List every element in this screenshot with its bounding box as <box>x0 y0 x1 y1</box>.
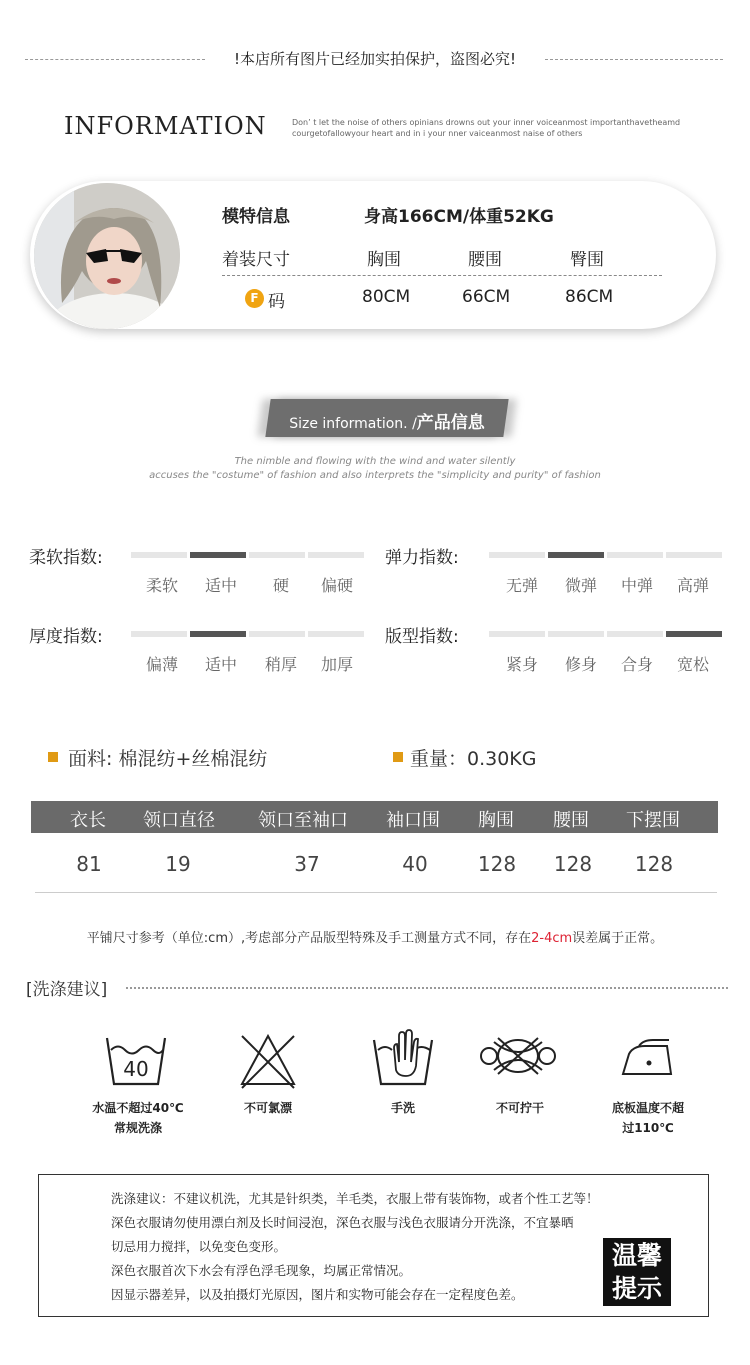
wash-title-divider <box>126 987 728 989</box>
note-text: 平铺尺寸参考（单位:cm）,考虑部分产品版型特殊及手工测量方式不同，存在 <box>86 931 532 946</box>
elastic-scale-segment <box>489 552 545 558</box>
model-height-weight: 身高166CM/体重52KG <box>364 207 554 227</box>
wash-label-line: 过110℃ <box>622 1121 674 1135</box>
wash-label-line: 常规洗涤 <box>113 1121 162 1135</box>
table-header-cell: 领口直径 <box>143 810 215 831</box>
elastic-scale-segment <box>548 552 604 558</box>
no-wring-icon <box>480 1034 556 1078</box>
banner-en: Size information. / <box>289 416 417 432</box>
warm-tips-badge <box>603 1238 671 1306</box>
elastic-option: 微弹 <box>564 576 597 595</box>
table-header-cell: 下摆围 <box>626 810 680 831</box>
table-value-cell: 37 <box>294 852 320 876</box>
banner-quote-line-2: accuses the "costume" of fashion and also interprets the "simplicity and purity" of fashion <box>149 470 601 481</box>
model-portrait-icon <box>34 183 180 329</box>
wash-label-line: 不可氯漂 <box>243 1101 292 1115</box>
thickness-scale-segment <box>249 631 305 637</box>
thickness-option: 适中 <box>204 655 237 674</box>
thickness-scale-segment <box>308 631 364 637</box>
soft-option: 偏硬 <box>320 576 353 595</box>
model-avatar <box>34 183 180 329</box>
soft-option: 硬 <box>272 576 289 595</box>
fabric-bullet <box>48 752 58 762</box>
thickness-option: 稍厚 <box>264 655 297 674</box>
table-header-cell: 胸围 <box>478 810 514 831</box>
table-value-cell: 128 <box>634 852 674 876</box>
banner-zh: 产品信息 <box>416 413 485 433</box>
fabric-text: 面料: 棉混纺+丝棉混纺 <box>68 748 268 770</box>
table-header-cell: 衣长 <box>70 810 106 831</box>
info-quote-line: Don’ t let the noise of others opinians drowns out your inner voiceanmost importanthavetheamd <box>292 118 681 127</box>
wash-label <box>68 1098 208 1138</box>
elasticity-index-label: 弹力指数: <box>385 548 459 568</box>
thickness-option: 偏薄 <box>145 655 178 674</box>
elastic-option: 高弹 <box>676 576 709 595</box>
wash-label-line: 水温不超过40℃ <box>92 1101 184 1115</box>
elastic-scale-segment <box>666 552 722 558</box>
table-header-cell: 袖口围 <box>386 810 440 831</box>
soft-scale-segment <box>308 552 364 558</box>
care-tip-line: 深色衣服请勿使用漂白剂及长时间浸泡，深色衣服与浅色衣服请分开洗涤，不宜暴晒 <box>111 1215 574 1230</box>
size-label: 着装尺寸 <box>222 250 290 270</box>
table-value-cell: 40 <box>402 852 428 876</box>
hip-value: 86CM <box>565 287 614 307</box>
soft-option: 柔软 <box>145 576 178 595</box>
table-header-cell: 腰围 <box>553 810 589 831</box>
wash-label <box>450 1098 590 1118</box>
measurement-note <box>0 927 750 946</box>
size-info-banner-text <box>262 408 512 433</box>
wash-40-icon <box>105 1032 167 1090</box>
fit-scale-segment <box>489 631 545 637</box>
care-tip-line: 因显示器差异，以及拍摄灯光原因，图片和实物可能会存在一定程度色差。 <box>111 1287 524 1302</box>
fit-scale-segment <box>607 631 663 637</box>
info-quote <box>292 117 712 139</box>
elastic-option: 无弹 <box>505 576 538 595</box>
wash-label-line: 不可拧干 <box>495 1101 544 1115</box>
bust-header: 胸围 <box>367 250 401 270</box>
soft-scale-segment <box>190 552 246 558</box>
hip-header: 臀围 <box>570 250 604 270</box>
size-suffix: 码 <box>268 292 285 312</box>
wash-label <box>198 1098 338 1118</box>
weight-bullet <box>393 752 403 762</box>
wash-label-line: 底板温度不超 <box>611 1101 684 1115</box>
table-bottom-line <box>35 892 717 893</box>
no-bleach-icon <box>238 1032 298 1090</box>
care-tip-line: 切忌用力搅拌，以免变色变形。 <box>111 1239 287 1254</box>
model-info-label: 模特信息 <box>222 207 290 227</box>
note-text-end: 误差属于正常。 <box>572 931 664 946</box>
waist-value: 66CM <box>462 287 511 307</box>
warm-tips-badge-line-2: 提示 <box>611 1274 662 1303</box>
warm-tips-badge-line-1: 温馨 <box>611 1241 662 1270</box>
fit-option: 修身 <box>564 655 597 674</box>
care-tip-line: 洗涤建议：不建议机洗，尤其是针织类，羊毛类，衣服上带有装饰物，或者个性工艺等！ <box>111 1191 599 1206</box>
bust-value: 80CM <box>362 287 411 307</box>
fit-option: 紧身 <box>505 655 538 674</box>
fit-scale-segment <box>666 631 722 637</box>
elastic-scale-segment <box>607 552 663 558</box>
table-value-cell: 128 <box>553 852 593 876</box>
wash-label-line: 手洗 <box>390 1101 415 1115</box>
weight-text: 重量：0.30KG <box>410 748 537 770</box>
model-card-divider <box>222 275 662 276</box>
banner-quote-line-1: The nimble and flowing with the wind and water silently <box>234 456 516 467</box>
info-quote-line: courgetofallowyour heart and in i your nner vaiceanmost naise of others <box>292 129 583 138</box>
soft-scale-segment <box>131 552 187 558</box>
fit-index-label: 版型指数: <box>385 627 459 647</box>
info-title: INFORMATION <box>64 112 267 140</box>
wash-label <box>578 1098 718 1138</box>
thickness-option: 加厚 <box>320 655 353 674</box>
size-f-badge: F <box>245 289 264 308</box>
fit-scale-segment <box>548 631 604 637</box>
hand-wash-icon <box>372 1026 434 1090</box>
waist-header: 腰围 <box>468 250 502 270</box>
table-value-cell: 81 <box>76 852 102 876</box>
thickness-scale-segment <box>190 631 246 637</box>
wash-temp-text: 40 <box>123 1057 149 1081</box>
softness-index-label: 柔软指数: <box>29 548 103 568</box>
table-value-cell: 19 <box>165 852 191 876</box>
note-tolerance: 2-4cm <box>531 931 573 946</box>
table-header-cell: 领口至袖口 <box>258 810 348 831</box>
copyright-notice: !本店所有图片已经加实拍保护，盗图必究! <box>233 50 517 68</box>
care-tip-line: 深色衣服首次下水会有浮色浮毛现象，均属正常情况。 <box>111 1263 412 1278</box>
thickness-scale-segment <box>131 631 187 637</box>
fit-option: 宽松 <box>676 655 709 674</box>
fit-option: 合身 <box>620 655 653 674</box>
table-value-cell: 128 <box>477 852 517 876</box>
elastic-option: 中弹 <box>620 576 653 595</box>
soft-scale-segment <box>249 552 305 558</box>
wash-title: [洗涤建议] <box>26 980 108 1000</box>
iron-icon <box>619 1038 677 1078</box>
soft-option: 适中 <box>204 576 237 595</box>
thickness-index-label: 厚度指数: <box>29 627 103 647</box>
